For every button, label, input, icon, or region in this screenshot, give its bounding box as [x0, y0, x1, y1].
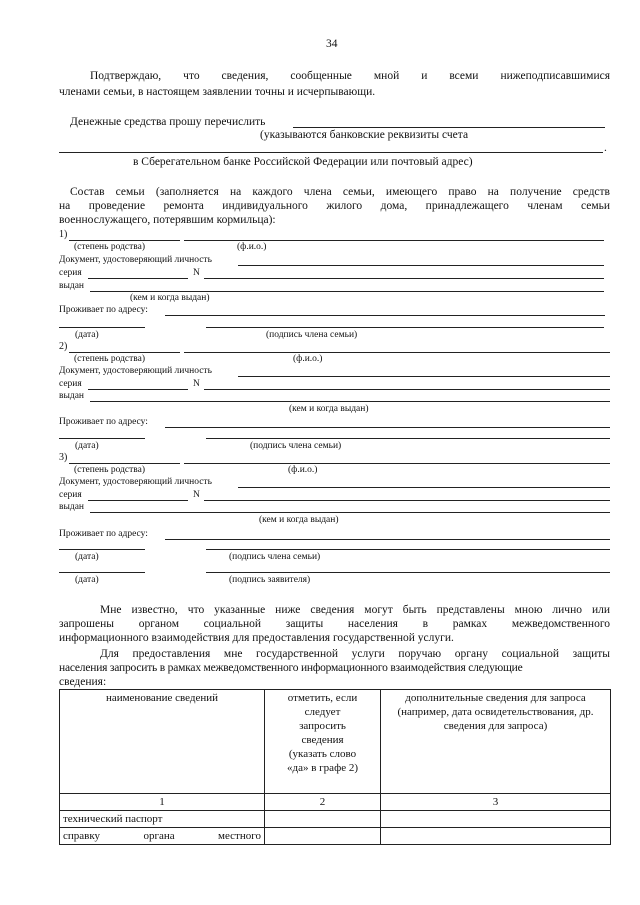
member-num: 1): [59, 229, 68, 240]
table-header-row: [60, 690, 611, 794]
row-mark-cell[interactable]: [265, 828, 381, 845]
number-field[interactable]: [204, 278, 604, 279]
document-field[interactable]: [238, 265, 604, 266]
member-num: 3): [59, 452, 68, 463]
money-label: Денежные средства прошу перечислить: [70, 116, 266, 128]
date-field[interactable]: [59, 327, 145, 328]
relation-field[interactable]: [69, 352, 180, 353]
issued-hint: (кем и когда выдан): [259, 515, 339, 525]
info-p2-line-1: Для предоставления мне государственной услуги поручаю органу социальной защиты: [100, 648, 610, 660]
date-field[interactable]: [59, 438, 145, 439]
col-number: 3: [381, 794, 611, 811]
date-hint: (дата): [75, 441, 99, 451]
issued-field[interactable]: [90, 512, 610, 513]
relation-field[interactable]: [69, 463, 180, 464]
series-field[interactable]: [88, 389, 188, 390]
address-field[interactable]: [165, 315, 605, 316]
row-extra-cell[interactable]: [381, 828, 611, 845]
row-extra-cell[interactable]: [381, 811, 611, 828]
fio-field[interactable]: [184, 463, 610, 464]
fio-hint: (ф.и.о.): [288, 465, 318, 475]
fio-field[interactable]: [184, 352, 610, 353]
row-name: технический паспорт: [60, 811, 265, 828]
table-row: [60, 828, 611, 845]
series-label: серия: [59, 490, 82, 500]
applicant-sign-hint: (подпись заявителя): [229, 575, 311, 585]
request-table: [59, 689, 611, 845]
issued-field[interactable]: [90, 291, 604, 292]
number-field[interactable]: [204, 500, 610, 501]
number-label: N: [193, 490, 200, 500]
document-label: Документ, удостоверяющий личность: [59, 477, 212, 487]
date-field[interactable]: [59, 549, 145, 550]
address-label: Проживает по адресу:: [59, 305, 148, 315]
info-p1-line-3: информационного взаимодействия для предоставления государственной услуги.: [59, 632, 454, 644]
sign-field[interactable]: [206, 327, 604, 328]
sign-hint: (подпись члена семьи): [229, 552, 321, 562]
row-name: [60, 828, 265, 845]
family-line-3: военнослужащего, потерявшим кормильца):: [59, 214, 276, 226]
address-field[interactable]: [165, 539, 610, 540]
number-field[interactable]: [204, 389, 610, 390]
address-label: Проживает по адресу:: [59, 529, 148, 539]
document-label: Документ, удостоверяющий личность: [59, 255, 212, 265]
header-mark: отметить, если следует запросить сведения (указать слово «да» в графе 2): [265, 690, 381, 794]
info-p2-line-3: сведения:: [59, 676, 107, 688]
issued-label: выдан: [59, 502, 85, 512]
series-field[interactable]: [88, 500, 188, 501]
money-hint-2: в Сберегательном банке Российской Федерации или почтовый адрес): [133, 156, 473, 168]
family-line-2: на проведение ремонта индивидуального жилого дома, принадлежащего членам семьи: [59, 200, 610, 212]
sign-hint: (подпись члена семьи): [266, 330, 358, 340]
confirm-line-2: членами семьи, в настоящем заявлении точны и исчерпывающи.: [59, 86, 376, 98]
row-mark-cell[interactable]: [265, 811, 381, 828]
confirm-line-1: Подтверждаю, что сведения, сообщенные мной и всеми нижеподписавшимися: [90, 70, 610, 82]
issued-field[interactable]: [90, 401, 610, 402]
address-label: Проживает по адресу:: [59, 417, 148, 427]
col-number: 2: [265, 794, 381, 811]
series-label: серия: [59, 268, 82, 278]
money-dot: .: [604, 142, 607, 154]
document-field[interactable]: [238, 376, 610, 377]
series-label: серия: [59, 379, 82, 389]
member-num: 2): [59, 341, 68, 352]
money-field-line-2[interactable]: [59, 152, 603, 153]
number-label: N: [193, 268, 200, 278]
applicant-date-field[interactable]: [59, 572, 145, 573]
info-p2-line-2: населения запросить в рамках межведомственного информационного взаимодействия следующие: [59, 662, 523, 674]
money-field-line[interactable]: [293, 127, 605, 128]
relation-hint: (степень родства): [74, 242, 146, 252]
col-number: 1: [60, 794, 265, 811]
relation-field[interactable]: [69, 240, 180, 241]
sign-hint: (подпись члена семьи): [250, 441, 342, 451]
fio-hint: (ф.и.о.): [293, 354, 323, 364]
address-field[interactable]: [165, 427, 610, 428]
fio-field[interactable]: [184, 240, 604, 241]
issued-label: выдан: [59, 281, 85, 291]
header-extra: дополнительные сведения для запроса (например, дата освидетельствования, др. сведения для запроса): [381, 690, 611, 794]
applicant-sign-field[interactable]: [206, 572, 610, 573]
info-p1-line-1: Мне известно, что указанные ниже сведения могут быть представлены мною лично или: [100, 604, 610, 616]
table-row: [60, 811, 611, 828]
issued-hint: (кем и когда выдан): [130, 293, 210, 303]
info-p1-line-2: запрошены органом социальной защиты населения в рамках межведомственного: [59, 618, 610, 630]
table-number-row: [60, 794, 611, 811]
relation-hint: (степень родства): [74, 354, 146, 364]
family-line-1: Состав семьи (заполняется на каждого члена семьи, имеющего право на получение средств: [70, 186, 610, 198]
issued-label: выдан: [59, 391, 85, 401]
applicant-date-hint: (дата): [75, 575, 99, 585]
date-hint: (дата): [75, 330, 99, 340]
document-label: Документ, удостоверяющий личность: [59, 366, 212, 376]
document-field[interactable]: [238, 487, 610, 488]
sign-field[interactable]: [206, 438, 610, 439]
date-hint: (дата): [75, 552, 99, 562]
page-number: 34: [326, 38, 338, 50]
row-name-text: справку органа местного: [63, 830, 261, 842]
number-label: N: [193, 379, 200, 389]
relation-hint: (степень родства): [74, 465, 146, 475]
money-hint-1: (указываются банковские реквизиты счета: [260, 129, 469, 141]
header-name: наименование сведений: [60, 690, 265, 794]
issued-hint: (кем и когда выдан): [289, 404, 369, 414]
fio-hint: (ф.и.о.): [237, 242, 267, 252]
series-field[interactable]: [88, 278, 188, 279]
sign-field[interactable]: [206, 549, 610, 550]
